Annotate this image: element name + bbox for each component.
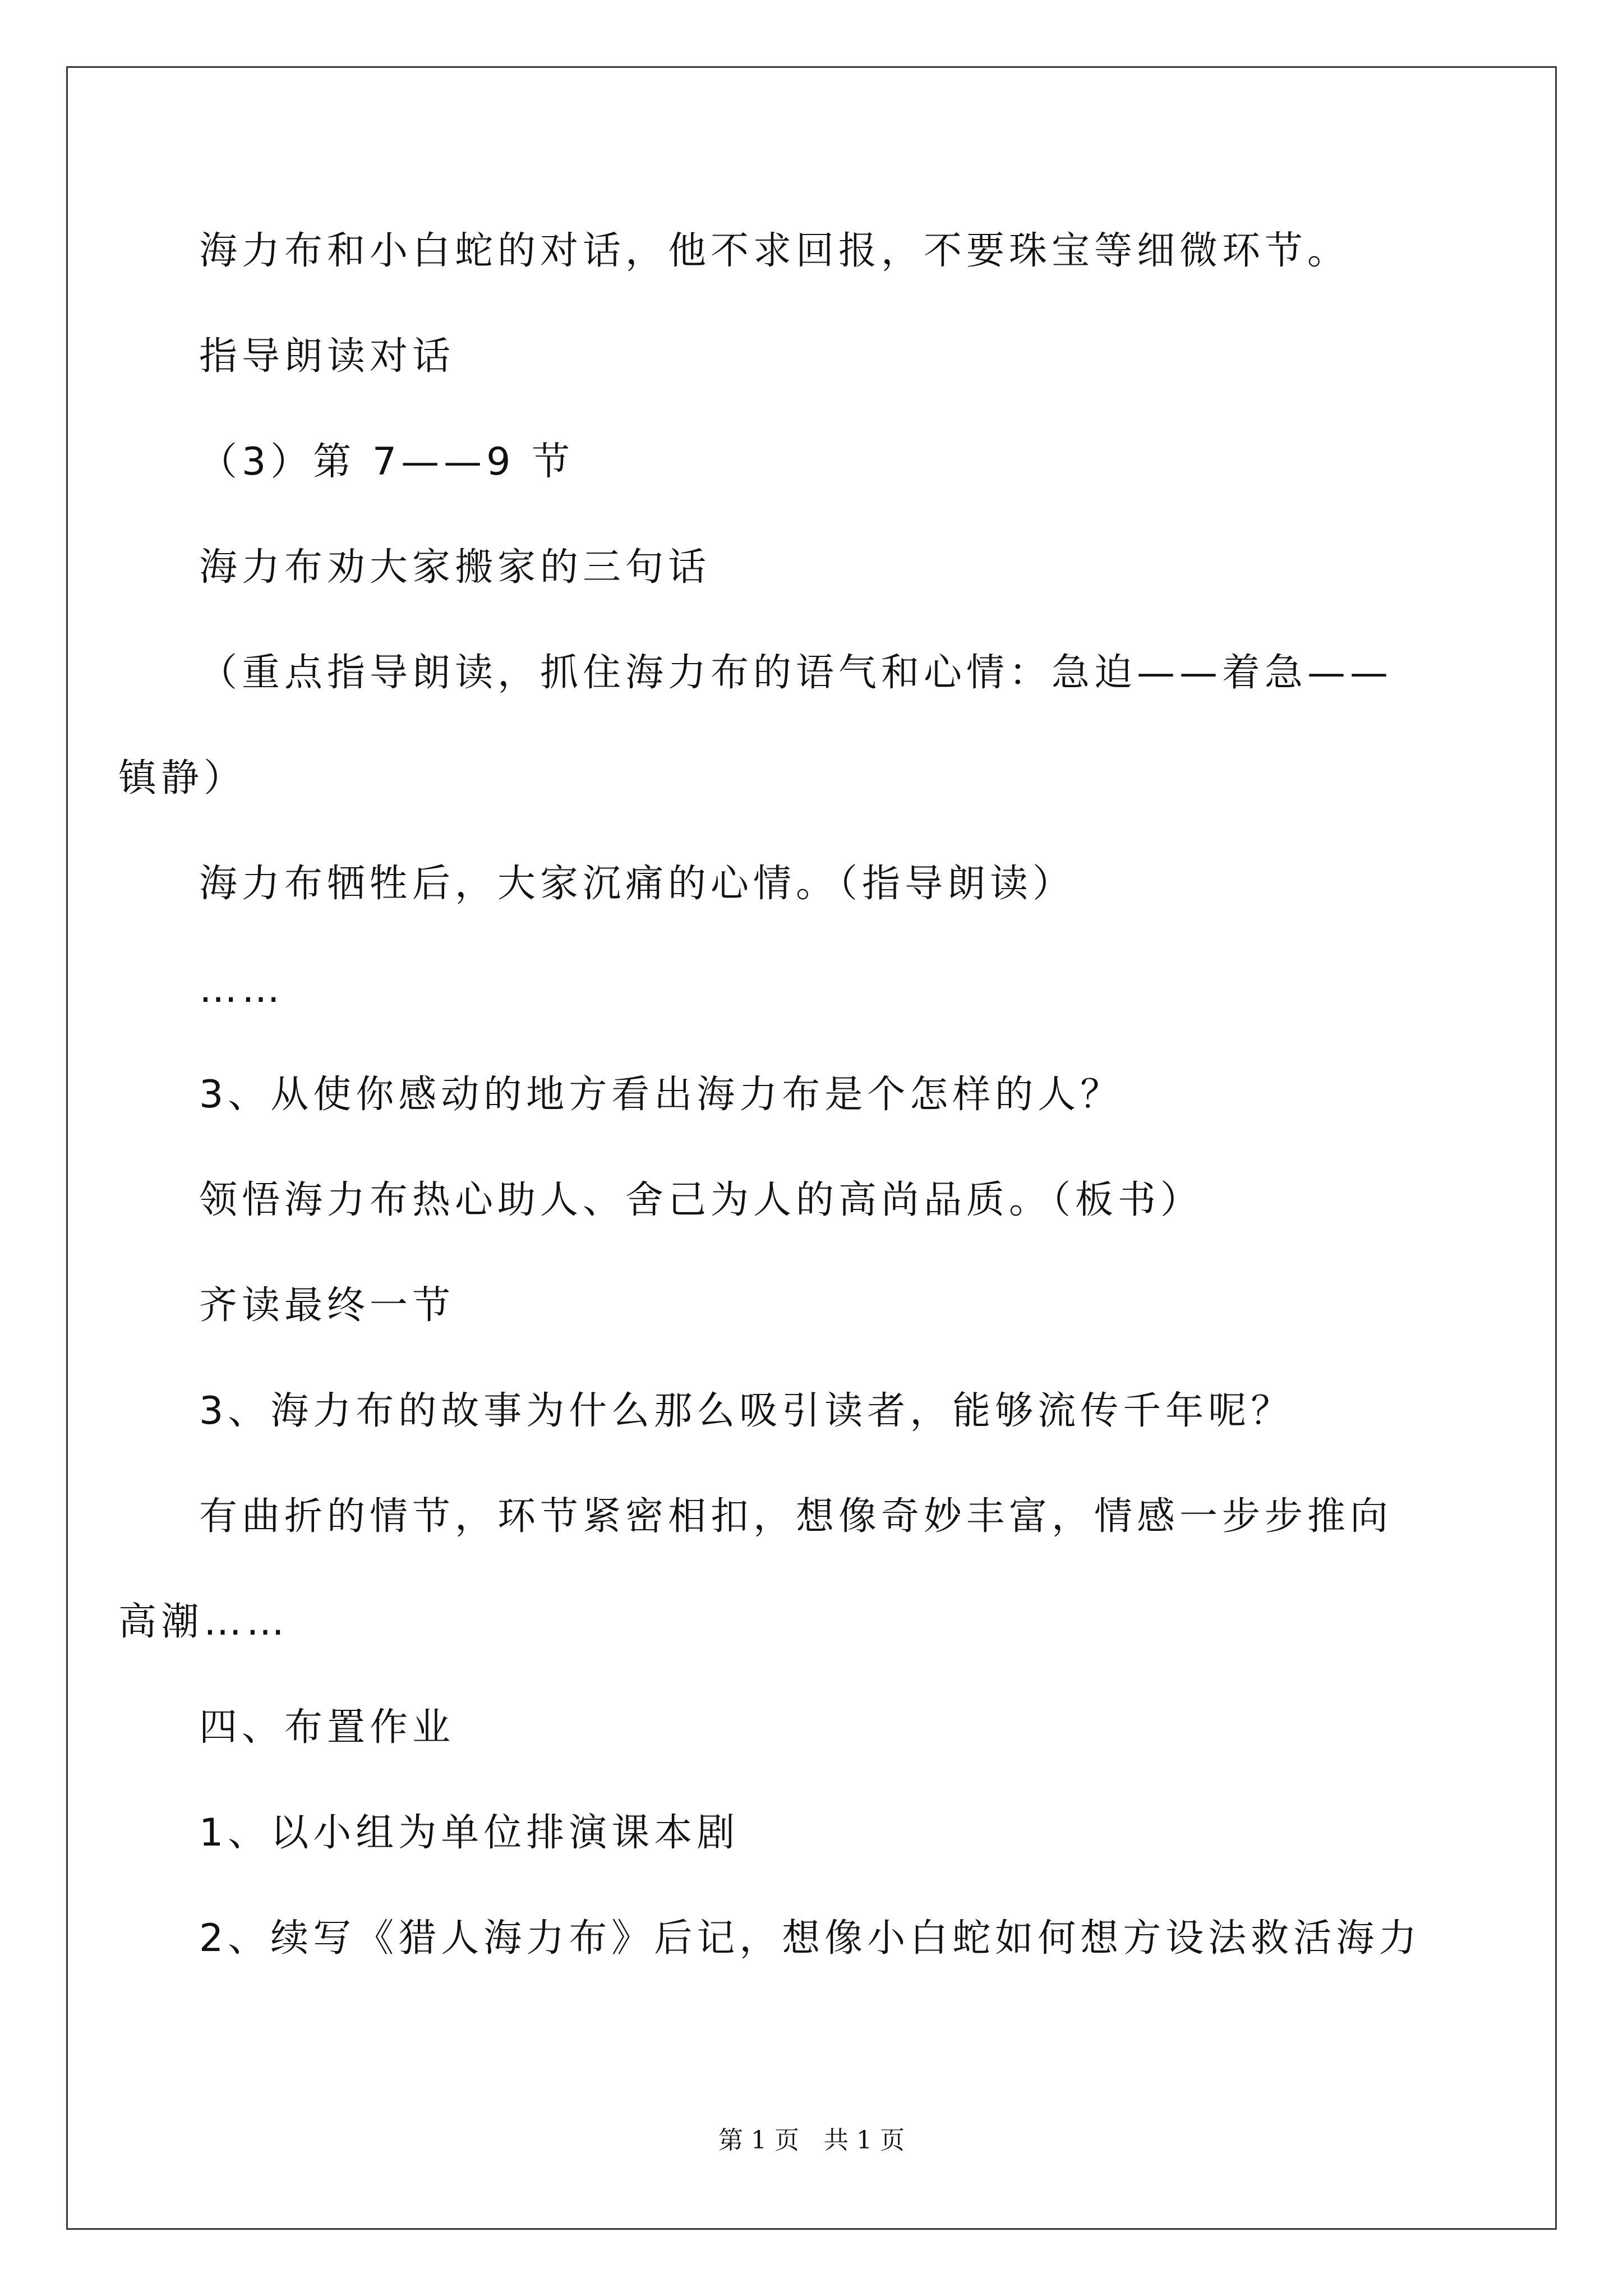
paragraph-line: 高潮…… xyxy=(118,1600,289,1644)
paragraph-line: 齐读最终一节 xyxy=(199,1283,455,1328)
paragraph-line: 指导朗读对话 xyxy=(199,334,455,379)
paragraph-line: 2、续写《猎人海力布》后记，想像小白蛇如何想方设法救活海力 xyxy=(199,1916,1422,1961)
paragraph-line: 海力布牺牲后，大家沉痛的心情。（指导朗读） xyxy=(199,862,1076,906)
paragraph-line: （重点指导朗读，抓住海力布的语气和心情：急迫——着急—— xyxy=(199,651,1393,695)
paragraph-line: 领悟海力布热心助人、舍己为人的高尚品质。（板书） xyxy=(199,1178,1204,1222)
paragraph-line: 镇静） xyxy=(118,756,247,800)
paragraph-line: 海力布劝大家搬家的三句话 xyxy=(199,545,711,590)
paragraph-line: 3、海力布的故事为什么那么吸引读者，能够流传千年呢？ xyxy=(199,1389,1294,1433)
paragraph-line: …… xyxy=(199,967,284,1011)
page-border xyxy=(66,66,1557,2230)
paragraph-line: 1、以小组为单位排演课本剧 xyxy=(199,1811,740,1855)
paragraph-line: 有曲折的情节，环节紧密相扣，想像奇妙丰富，情感一步步推向 xyxy=(199,1494,1393,1539)
paragraph-line: （3）第 7——9 节 xyxy=(199,440,575,484)
paragraph-line: 海力布和小白蛇的对话，他不求回报，不要珠宝等细微环节。 xyxy=(199,229,1350,273)
page-number-footer: 第 1 页 共 1 页 xyxy=(718,2126,905,2155)
paragraph-line: 四、布置作业 xyxy=(199,1705,455,1750)
paragraph-line: 3、从使你感动的地方看出海力布是个怎样的人？ xyxy=(199,1073,1123,1117)
